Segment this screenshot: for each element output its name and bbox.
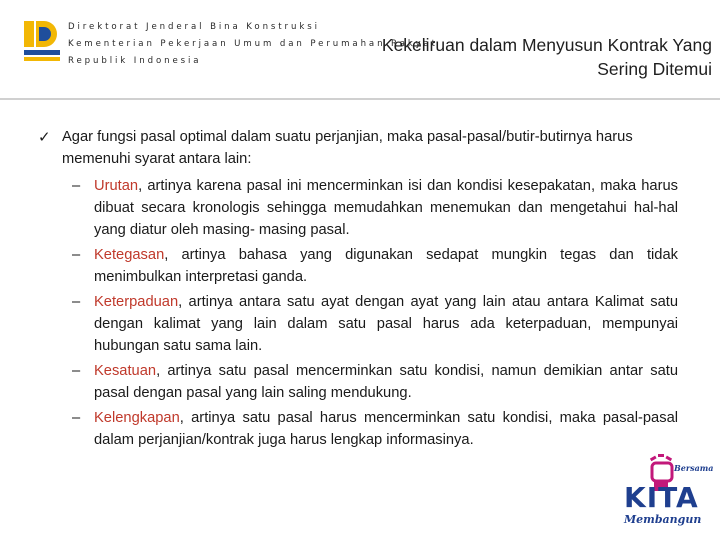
item-text: , artinya karena pasal ini mencerminkan isi dan kondisi kesepakatan, maka harus dibuat secara kronologis sehingga memudahkan menemukan dan mengetahui hal-hal yang diatur oleh masing- masing pasal. bbox=[94, 178, 678, 238]
item-text: , artinya antara satu ayat dengan ayat yang lain atau antara Kalimat satu dengan kalimat yang lain dalam satu pasal harus ada keterpaduan, mempunyai hubungan satu sama lain. bbox=[94, 294, 678, 354]
intro-bullet bbox=[38, 126, 678, 170]
item-term: Ketegasan bbox=[94, 247, 165, 263]
badge-word-bottom: Membangun bbox=[624, 513, 702, 526]
slide-title bbox=[312, 33, 712, 81]
list-item bbox=[72, 407, 678, 451]
dash-icon: – bbox=[72, 178, 81, 194]
title-line-2: Sering Ditemui bbox=[597, 59, 712, 79]
ministry-logo bbox=[22, 18, 62, 64]
item-term: Kelengkapan bbox=[94, 410, 180, 426]
org-line-1: Direktorat Jenderal Bina Konstruksi bbox=[68, 22, 320, 32]
item-text: , artinya satu pasal harus mencerminkan satu kondisi, maka pasal-pasal dalam perjanjian/kontrak juga harus lengkap informasinya. bbox=[94, 410, 678, 448]
criteria-list bbox=[72, 175, 678, 451]
item-text: , artinya bahasa yang digunakan sedapat mungkin tegas dan tidak menimbulkan interpretasi ganda. bbox=[94, 247, 678, 285]
org-line-2: Kementerian Pekerjaan Umum dan Perumahan Rakyat bbox=[68, 39, 438, 49]
badge-word-main: KITA bbox=[624, 481, 699, 514]
item-term: Kesatuan bbox=[94, 363, 157, 379]
dash-icon: – bbox=[72, 247, 81, 263]
list-item bbox=[72, 175, 678, 241]
kita-membangun-badge bbox=[614, 453, 714, 533]
list-item bbox=[72, 360, 678, 404]
intro-text: Agar fungsi pasal optimal dalam suatu perjanjian, maka pasal-pasal/butir-butirnya harus memenuhi syarat antara lain: bbox=[62, 129, 633, 167]
header-divider bbox=[0, 98, 720, 100]
item-term: Urutan bbox=[94, 178, 139, 194]
checkmark-icon: ✓ bbox=[38, 128, 51, 146]
list-item bbox=[72, 291, 678, 357]
dash-icon: – bbox=[72, 294, 81, 310]
org-line-3: Republik Indonesia bbox=[68, 56, 202, 66]
dash-icon: – bbox=[72, 410, 81, 426]
item-term: Keterpaduan bbox=[94, 294, 179, 310]
item-text: , artinya satu pasal mencerminkan satu kondisi, namun demikian antar satu pasal dengan pasal yang lain saling mendukung. bbox=[94, 363, 678, 401]
title-line-1: Kekeliruan dalam Menyusun Kontrak Yang bbox=[381, 35, 712, 55]
badge-word-top: Bersama bbox=[674, 463, 714, 473]
slide-body bbox=[38, 126, 678, 454]
dash-icon: – bbox=[72, 363, 81, 379]
list-item bbox=[72, 244, 678, 288]
